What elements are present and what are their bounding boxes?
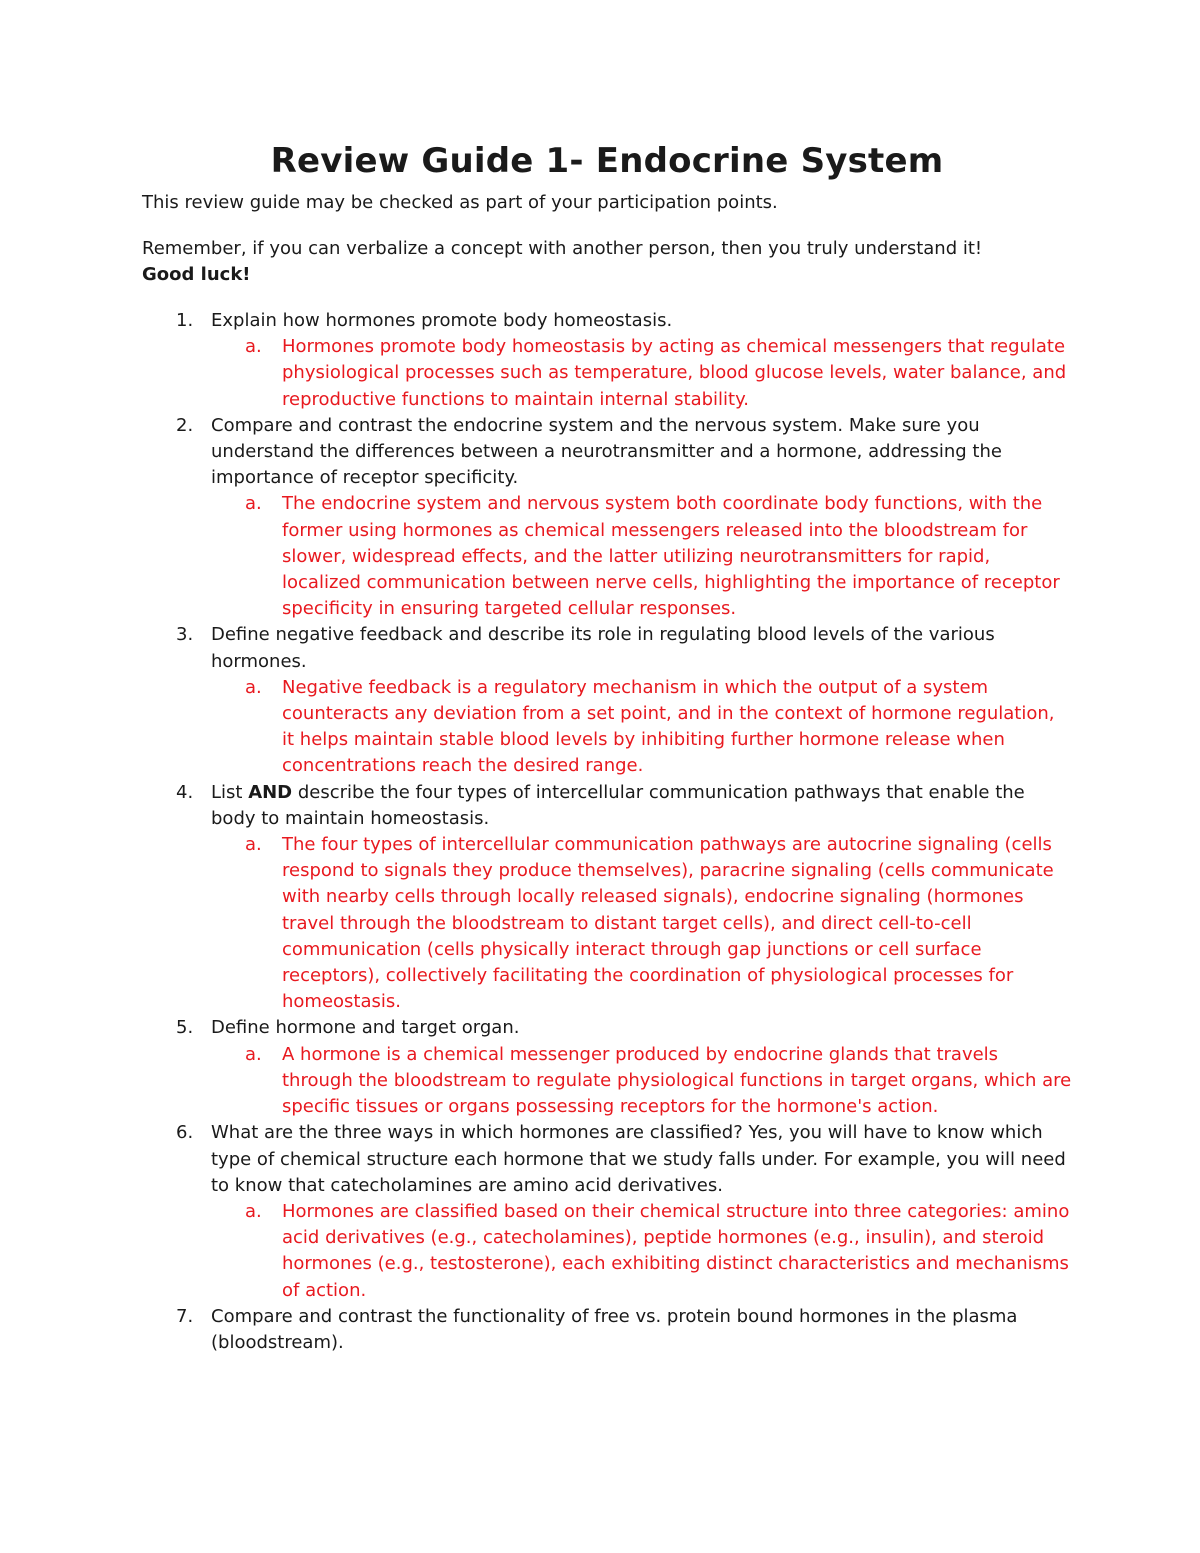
question-item [142, 1015, 1072, 1120]
question-text: Compare and contrast the endocrine system and the nervous system. Make sure you understand the differences between a neurotransmitter and a hormone, addressing the importance of receptor specificity. [211, 414, 1002, 489]
good-luck-text: Good luck! [142, 264, 251, 285]
question-item [142, 308, 1072, 413]
question-text-start: List [211, 781, 249, 803]
answer-text: The four types of intercellular communication pathways are autocrine signaling (cells respond to signals they produce themselves), paracrine signaling (cells communicate with nearby cells through locally released signals), endocrine signaling (hormones travel through the bloodstream to distant target cells), and direct cell-to-cell communication (cells physically interact through gap junctions or cell surface receptors), collectively facilitating the coordination of physiological processes for homeostasis. [282, 834, 1054, 1013]
question-text-emphasis: AND [248, 781, 293, 803]
answer-text: The endocrine system and nervous system both coordinate body functions, with the former using hormones as chemical messengers released into the bloodstream for slower, widespread effects, and the latter utilizing neurotransmitters for rapid, localized communication between nerve cells, highlighting the importance of receptor specificity in ensuring targeted cellular responses. [282, 493, 1060, 620]
answer-label: a. [245, 1043, 262, 1065]
answer-label: a. [245, 336, 262, 358]
question-item [142, 780, 1072, 1016]
answer-item [211, 675, 1072, 780]
answer-label: a. [245, 676, 262, 698]
spacer [142, 216, 1072, 236]
answer-item [211, 832, 1072, 1015]
question-list [142, 308, 1072, 1356]
answer-item [211, 491, 1072, 622]
answer-item [211, 1199, 1072, 1304]
question-number: 2. [176, 414, 194, 436]
document-page [142, 140, 1072, 1356]
answer-label: a. [245, 493, 262, 515]
answer-item [211, 334, 1072, 413]
answer-label: a. [245, 834, 262, 856]
answer-label: a. [245, 1200, 262, 1222]
answer-text: A hormone is a chemical messenger produced by endocrine glands that travels through the bloodstream to regulate physiological functions in target organs, which are specific tissues or organs possessing receptors for the hormone's action. [282, 1043, 1072, 1118]
question-text: Define negative feedback and describe its role in regulating blood levels of the various hormones. [211, 624, 995, 672]
question-number: 7. [176, 1305, 194, 1327]
question-text [211, 780, 1072, 832]
question-number: 3. [176, 624, 194, 646]
question-text: Compare and contrast the functionality of free vs. protein bound hormones in the plasma (bloodstream). [211, 1305, 1018, 1353]
answer-text: Hormones promote body homeostasis by acting as chemical messengers that regulate physiological processes such as temperature, blood glucose levels, water balance, and reproductive functions to maintain internal stability. [282, 336, 1067, 410]
question-number: 4. [176, 781, 194, 803]
question-number: 5. [176, 1017, 194, 1039]
question-item [142, 413, 1072, 623]
question-text-end: describe the four types of intercellular communication pathways that enable the body to maintain homeostasis. [211, 781, 1025, 829]
intro-text: This review guide may be checked as part of your participation points. [142, 192, 778, 213]
question-text: What are the three ways in which hormones are classified? Yes, you will have to know which type of chemical structure each hormone that we study falls under. For example, you will need to know that catecholamines are amino acid derivatives. [211, 1122, 1066, 1196]
question-number: 6. [176, 1122, 194, 1144]
answer-item [211, 1042, 1072, 1121]
remember-text: Remember, if you can verbalize a concept with another person, then you truly understand it! [142, 238, 983, 259]
question-text: Explain how hormones promote body homeostasis. [211, 310, 673, 331]
question-number: 1. [176, 310, 194, 331]
question-text: Define hormone and target organ. [211, 1017, 520, 1039]
question-item [142, 622, 1072, 779]
answer-text: Negative feedback is a regulatory mechanism in which the output of a system counteracts any deviation from a set point, and in the context of hormone regulation, it helps maintain stable blood levels by inhibiting further hormone release when concentrations reach the desired range. [282, 676, 1055, 777]
question-item [142, 1120, 1072, 1303]
answer-text: Hormones are classified based on their chemical structure into three categories: amino acid derivatives (e.g., catecholamines), peptide hormones (e.g., insulin), and steroid hormones (e.g., testosterone), each exhibiting distinct characteristics and mechanisms of action. [282, 1200, 1070, 1301]
page-title: Review Guide 1- Endocrine System [270, 141, 944, 181]
question-item [142, 1304, 1072, 1356]
